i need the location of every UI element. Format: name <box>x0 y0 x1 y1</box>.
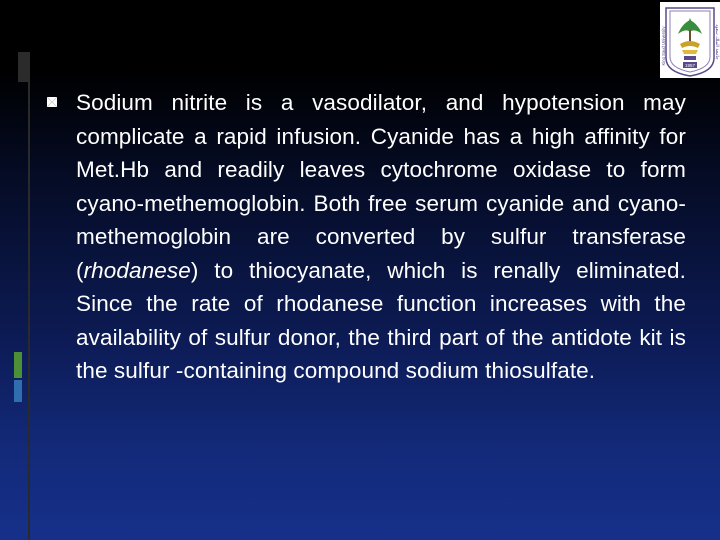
square-bullet-icon <box>46 96 58 108</box>
bullet-text-part2: ) to thiocyanate, which is renally eliminated. Since the rate of rhodanese function increases with the availability of sulfur donor, the third part of the antidote kit is the sulfur -containing compound sodium thiosulfate. <box>76 257 686 383</box>
bullet-paragraph <box>76 86 686 388</box>
seal-left-text: King Saud University <box>661 26 666 66</box>
green-side-strip <box>14 352 22 378</box>
blue-side-strip <box>14 380 22 402</box>
bullet-text-italic: rhodanese <box>83 257 191 283</box>
left-accent-block <box>18 52 30 82</box>
bullet-text-part1: Sodium nitrite is a vasodilator, and hypotension may complicate a rapid infusion. Cyanide has a high affinity for Met.Hb and readily leaves cytochrome oxidase to form cyano-methemoglobin. Both free serum cyanide and cyano-methemoglobin are converted by sulfur transferase ( <box>76 90 686 283</box>
seal-right-text: جامعة الملك سعود <box>714 24 719 60</box>
left-accent-line <box>28 62 30 540</box>
king-saud-university-seal-icon <box>660 2 720 78</box>
slide-content <box>46 86 686 388</box>
university-logo <box>660 2 720 78</box>
seal-year: 1957 <box>684 63 696 68</box>
